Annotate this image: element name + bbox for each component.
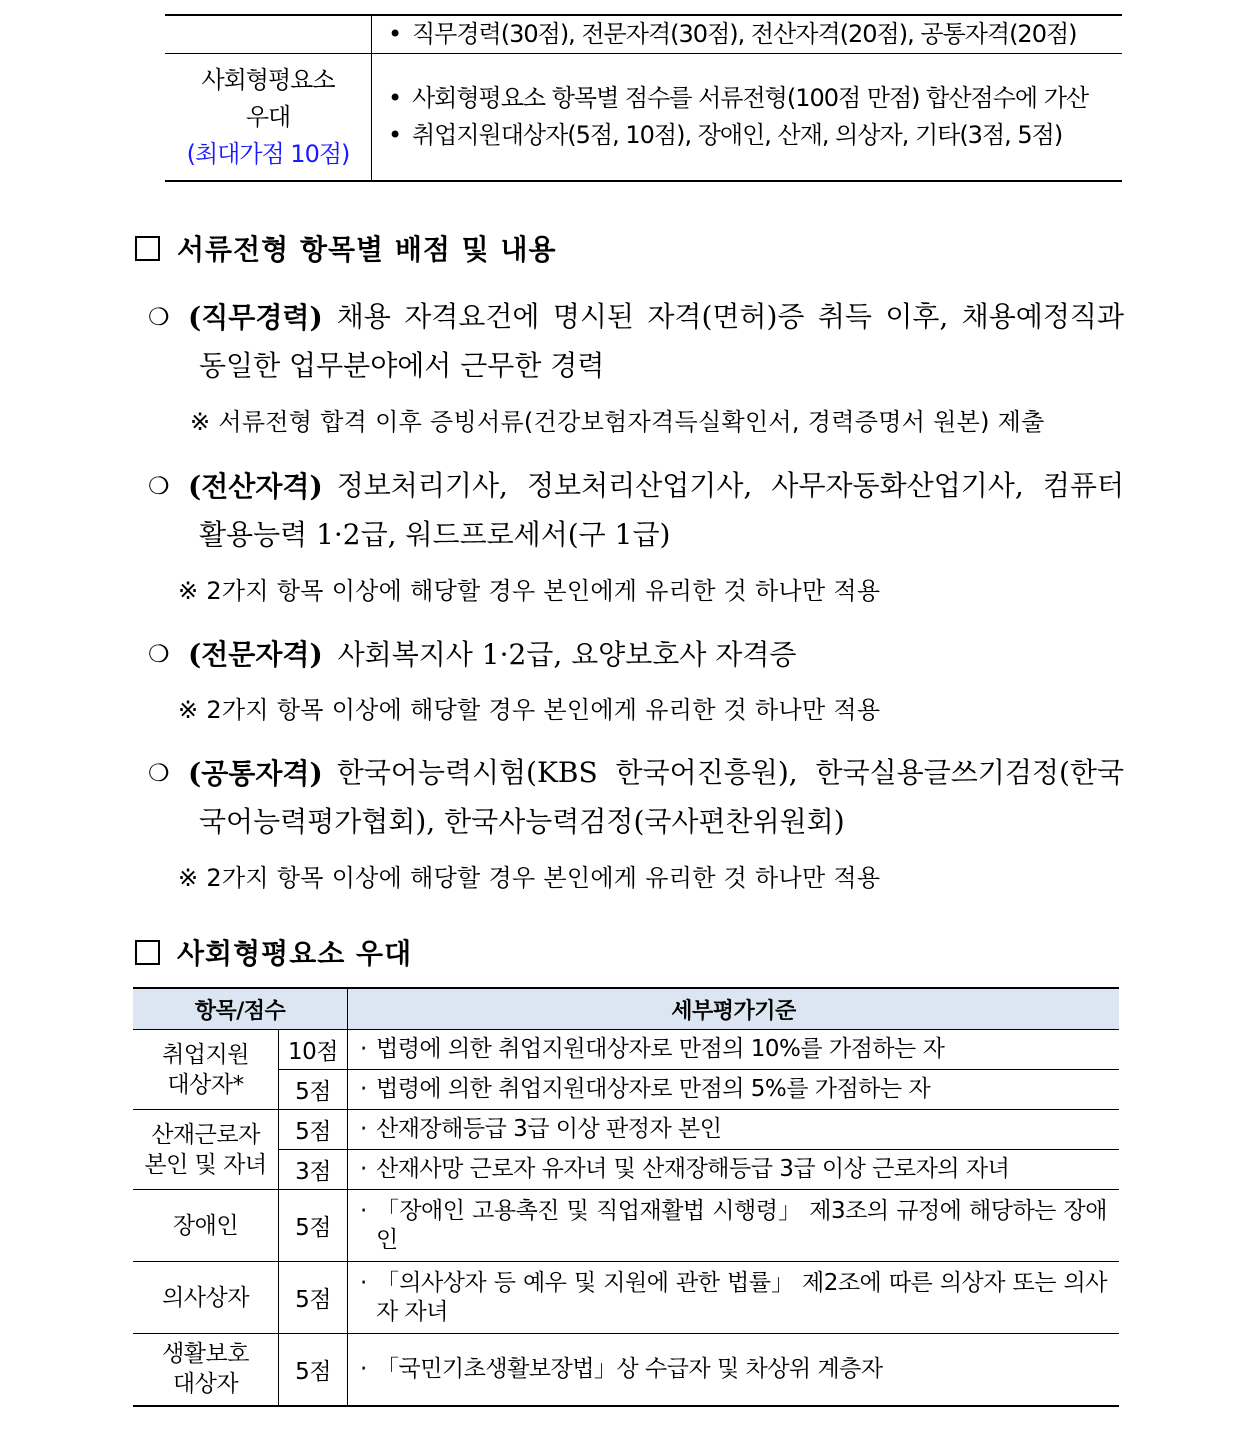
note: ※ 2가지 항목 이상에 해당할 경우 본인에게 유리한 것 하나만 적용 [178,696,881,724]
circle-bullet-icon: ❍ [148,640,170,668]
section-heading-document-screening: 서류전형 항목별 배점 및 내용 [135,228,557,268]
table-row [133,1030,1119,1070]
note: ※ 서류전형 합격 이후 증빙서류(건강보험자격득실확인서, 경력증명서 원본) 제출 [190,408,1045,436]
criteria-cell: · 「장애인 고용촉진 및 직업재활법 시행령」 제3조의 규정에 해당하는 장애인 [348,1190,1120,1262]
table-row [133,1190,1119,1262]
circle-bullet-icon: ❍ [148,472,170,500]
table-row [133,1070,1119,1110]
max-bonus-note: (최대가점 10점) [186,139,350,168]
table-row [133,1150,1119,1190]
criteria-cell: · 법령에 의한 취업지원대상자로 만점의 10%를 가점하는 자 [348,1030,1120,1070]
table-row [133,1334,1119,1406]
note: ※ 2가지 항목 이상에 해당할 경우 본인에게 유리한 것 하나만 적용 [178,577,881,605]
criteria-cell: · 「의사상자 등 예우 및 지원에 관한 법률」 제2조에 따른 의상자 또는 의사자 자녀 [348,1262,1120,1334]
score-cell: 5점 [279,1190,348,1262]
score-cell: 3점 [279,1150,348,1190]
row-label [165,15,372,54]
eligibility-score-table [165,14,1122,182]
category-cell: 취업지원 대상자* [133,1030,279,1110]
row-content [372,54,1123,182]
table-row [165,54,1122,182]
score-cell: 5점 [279,1334,348,1406]
score-cell: 5점 [279,1110,348,1150]
note: ※ 2가지 항목 이상에 해당할 경우 본인에게 유리한 것 하나만 적용 [178,864,881,892]
list-item: • 취업지원대상자(5점, 10점), 장애인, 산재, 의상자, 기타(3점, 5점) [388,121,1063,149]
checkbox-square-icon [135,236,160,261]
row-content [372,15,1123,54]
category-cell: 장애인 [133,1190,279,1262]
criteria-cell: · 법령에 의한 취업지원대상자로 만점의 5%를 가점하는 자 [348,1070,1120,1110]
list-item-common-cert: ❍ (공통자격) 한국어능력시험(KBS 한국어진흥원), 한국실용글쓰기검정(한국 국어능력평가협회), 한국사능력검정(국사편찬위원회) [148,749,1124,846]
list-item-job-experience: ❍ (직무경력) 채용 자격요건에 명시된 자격(면허)증 취득 이후, 채용예정직과 동일한 업무분야에서 근무한 경력 [148,293,1124,390]
table-row [165,15,1122,54]
table-row [133,1262,1119,1334]
circle-bullet-icon: ❍ [148,759,170,787]
column-header: 항목/점수 [133,988,348,1030]
criteria-cell: · 「국민기초생활보장법」상 수급자 및 차상위 계층자 [348,1334,1120,1406]
score-cell: 10점 [279,1030,348,1070]
list-item-professional-cert: ❍ (전문자격) 사회복지사 1·2급, 요양보호사 자격증 [148,630,1124,679]
criteria-cell: · 산재사망 근로자 유자녀 및 산재장해등급 3급 이상 근로자의 자녀 [348,1150,1120,1190]
social-equity-table [133,987,1119,1407]
score-cell: 5점 [279,1262,348,1334]
table-header-row [133,988,1119,1030]
section-heading-social-equity: 사회형평요소 우대 [135,932,412,972]
category-cell: 의사상자 [133,1262,279,1334]
list-item: • 직무경력(30점), 전문자격(30점), 전산자격(20점), 공통자격(20점) [388,20,1077,48]
circle-bullet-icon: ❍ [148,303,170,331]
score-cell: 5점 [279,1070,348,1110]
checkbox-square-icon [135,940,160,965]
criteria-cell: · 산재장해등급 3급 이상 판정자 본인 [348,1110,1120,1150]
row-label: 사회형평요소 우대 (최대가점 10점) [165,54,372,182]
category-cell: 산재근로자 본인 및 자녀 [133,1110,279,1190]
list-item-computer-cert: ❍ (전산자격) 정보처리기사, 정보처리산업기사, 사무자동화산업기사, 컴퓨터 활용능력 1·2급, 워드프로세서(구 1급) [148,462,1124,559]
category-cell: 생활보호 대상자 [133,1334,279,1406]
column-header: 세부평가기준 [348,988,1120,1030]
table-row [133,1110,1119,1150]
list-item: • 사회형평요소 항목별 점수를 서류전형(100점 만점) 합산점수에 가산 [388,84,1089,112]
